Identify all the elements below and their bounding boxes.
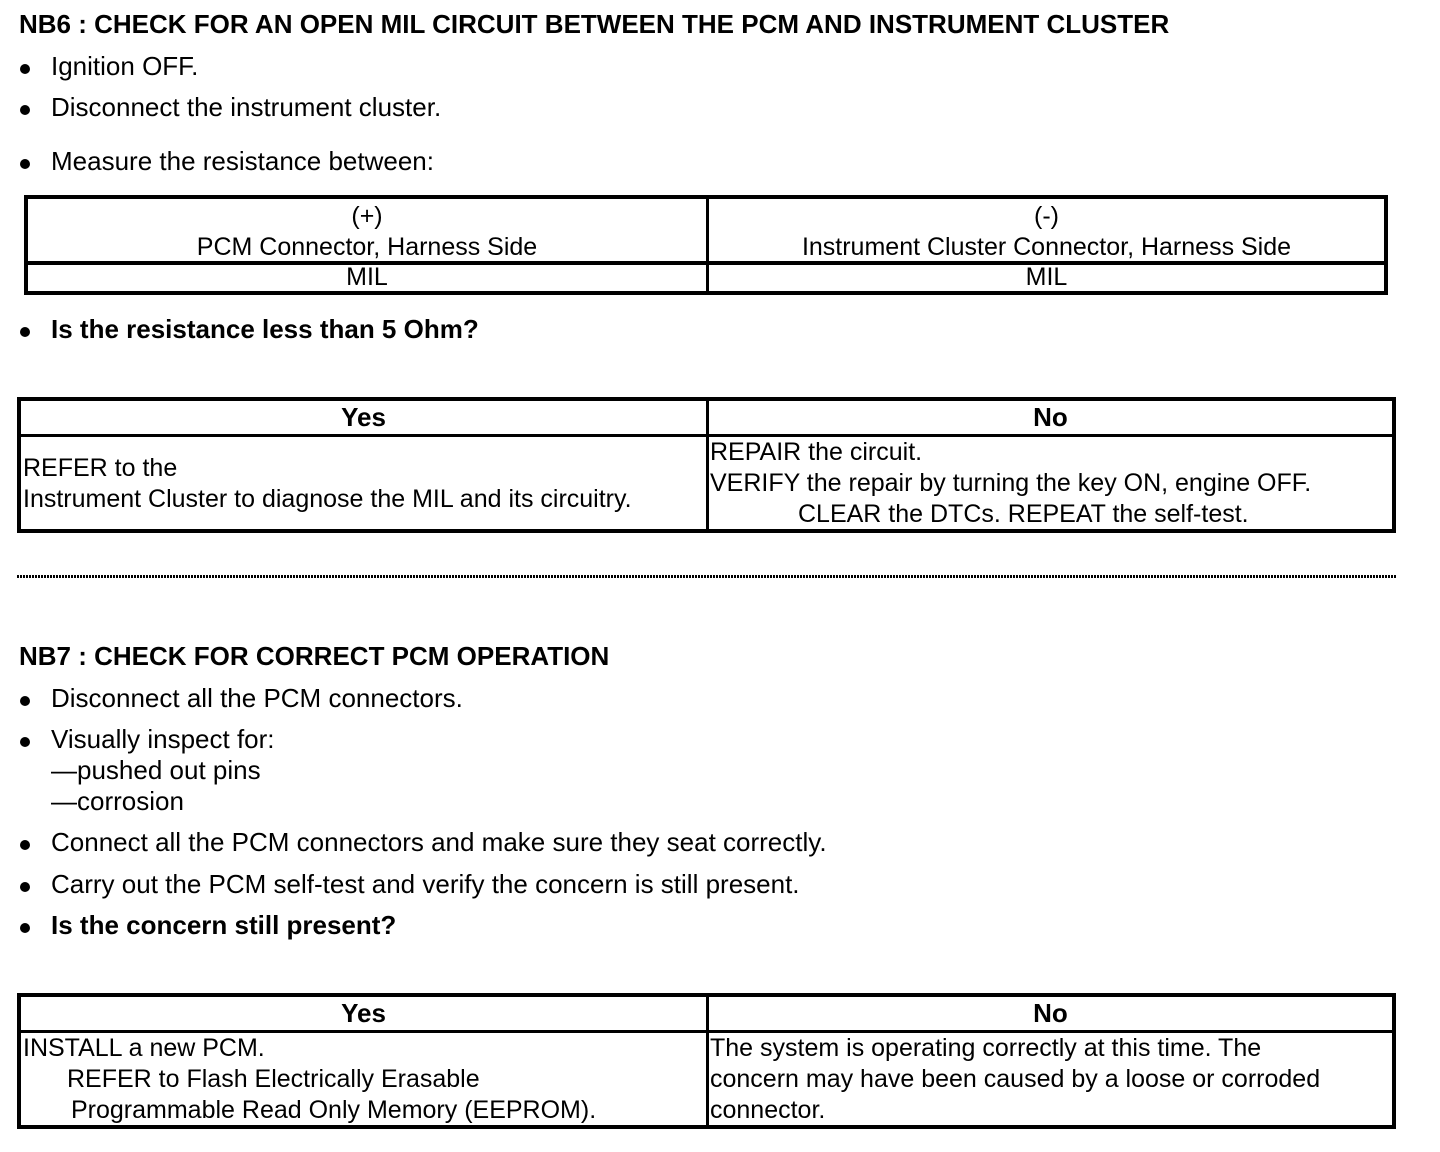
nb7-decision-table [17,993,1396,1129]
measure-row-col2: MIL [1025,264,1068,291]
measure-table [24,195,1388,295]
measure-col1-sign: (+) [351,202,383,230]
action-line: Programmable Read Only Memory (EEPROM). [71,1096,597,1124]
question-text: Is the resistance less than 5 Ohm? [51,314,479,344]
nb6-no-action [710,437,1392,529]
step-sub-item: —pushed out pins [51,755,261,785]
step-main: Visually inspect for: [51,724,275,754]
step-sub-item: —corrosion [51,786,184,816]
step-text: Disconnect the instrument cluster. [51,92,442,122]
step-text: Disconnect all the PCM connectors. [51,683,463,713]
action-line: INSTALL a new PCM. [23,1034,265,1062]
action-line: REFER to the [23,454,178,482]
measure-col2-label: Instrument Cluster Connector, Harness Side [801,233,1292,261]
nb6-yes-header: Yes [341,402,386,432]
nb7-yes-action [23,1033,705,1125]
bullet-dot-icon [20,923,30,933]
step-text [51,724,275,817]
nb7-no-header: No [1033,998,1068,1028]
step-text: Measure the resistance between: [51,146,434,176]
bullet-dot-icon [20,105,30,115]
action-line: The system is operating correctly at this time. The [710,1034,1262,1062]
step-text: Carry out the PCM self-test and verify the concern is still present. [51,869,800,899]
action-line: connector. [710,1096,826,1124]
action-line: CLEAR the DTCs. REPEAT the self-test. [798,500,1249,528]
nb6-decision-table [17,397,1396,533]
bullet-dot-icon [20,737,30,747]
nb7-no-action [710,1033,1392,1125]
bullet-dot-icon [20,696,30,706]
bullet-dot-icon [20,159,30,169]
nb6-heading: NB6 : CHECK FOR AN OPEN MIL CIRCUIT BETWEEN THE PCM AND INSTRUMENT CLUSTER [19,9,1170,39]
measure-row-col1: MIL [346,264,388,291]
section-divider [17,575,1397,578]
nb7-yes-header: Yes [341,998,386,1028]
action-line: concern may have been caused by a loose or corroded [710,1065,1321,1093]
bullet-dot-icon [20,882,30,892]
step-text: Connect all the PCM connectors and make sure they seat correctly. [51,827,827,857]
measure-col2-sign: (-) [1034,202,1059,230]
nb6-no-header: No [1033,402,1068,432]
question-text: Is the concern still present? [51,910,397,940]
measure-col2-header [709,201,1384,261]
measure-col1-label: PCM Connector, Harness Side [196,233,538,261]
bullet-dot-icon [20,840,30,850]
measure-col1-header [28,201,706,261]
bullet-dot-icon [20,327,30,337]
action-line: Instrument Cluster to diagnose the MIL and its circuitry. [23,485,632,513]
nb7-heading: NB7 : CHECK FOR CORRECT PCM OPERATION [19,641,610,671]
bullet-dot-icon [20,64,30,74]
action-line: REFER to Flash Electrically Erasable [67,1065,480,1093]
action-line: REPAIR the circuit. [710,438,923,466]
nb6-yes-action [23,453,705,527]
step-text: Ignition OFF. [51,51,199,81]
action-line: VERIFY the repair by turning the key ON, engine OFF. [710,469,1312,497]
